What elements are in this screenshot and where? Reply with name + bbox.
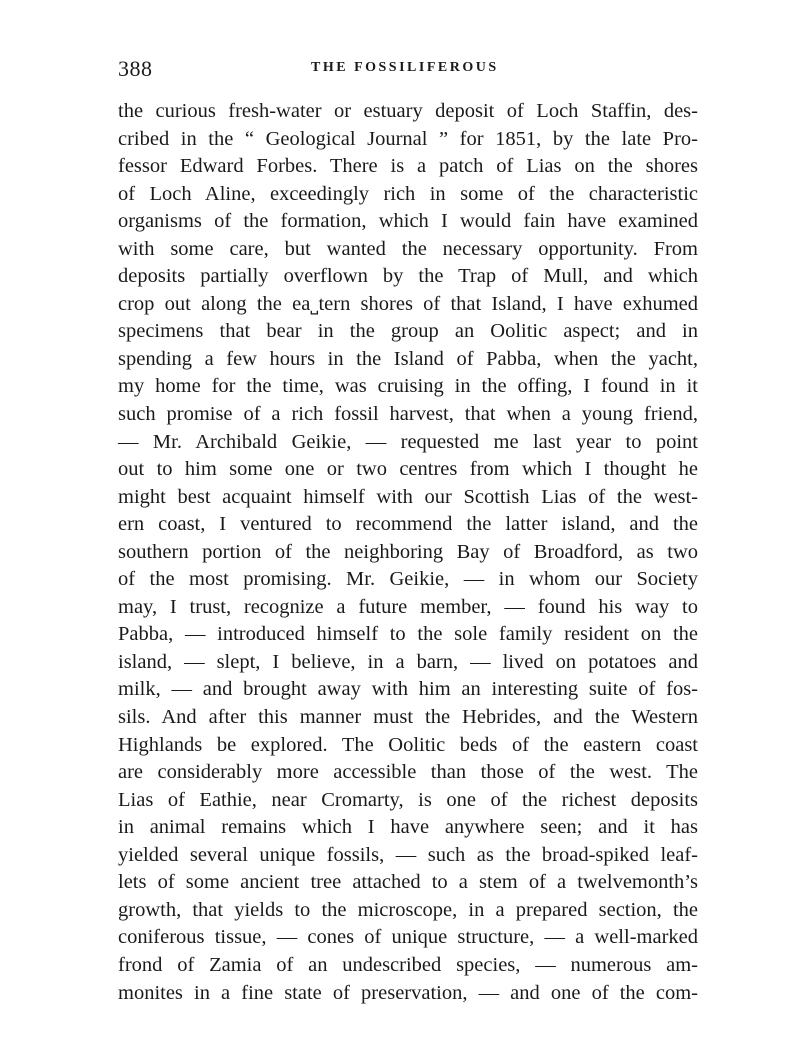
- text-line: sils. And after this manner must the Hebrides, and the Western: [118, 706, 698, 729]
- text-line: deposits partially overflown by the Trap of Mull, and which: [118, 265, 698, 288]
- text-line: spending a few hours in the Island of Pabba, when the yacht,: [118, 347, 698, 370]
- text-line: are considerably more accessible than those of the west. The: [118, 761, 698, 784]
- body-text: [118, 98, 698, 1007]
- running-title: THE FOSSILIFEROUS: [311, 60, 499, 75]
- text-line: may, I trust, recognize a future member, — found his way to: [118, 595, 698, 618]
- text-line: growth, that yields to the microscope, in a prepared section, the: [118, 898, 698, 921]
- text-line: organisms of the formation, which I would fain have examined: [118, 210, 698, 233]
- text-line: monites in a fine state of preservation, — and one of the com-: [118, 981, 698, 1004]
- text-line: might best acquaint himself with our Scottish Lias of the west-: [118, 485, 698, 508]
- text-line: the curious fresh-water or estuary deposit of Loch Staffin, des-: [118, 100, 698, 122]
- text-line: of Loch Aline, exceedingly rich in some of the characteristic: [118, 182, 698, 205]
- text-line: yielded several unique fossils, — such as the broad-spiked leaf-: [118, 843, 698, 866]
- text-line: Lias of Eathie, near Cromarty, is one of the richest deposits: [118, 788, 698, 811]
- text-line: frond of Zamia of an undescribed species, — numerous am-: [118, 953, 698, 976]
- text-line: crop out along the ea˽tern shores of that Island, I have exhumed: [118, 292, 698, 315]
- text-line: — Mr. Archibald Geikie, — requested me last year to point: [118, 430, 698, 453]
- text-line: milk, — and brought away with him an interesting suite of fos-: [118, 678, 698, 701]
- text-line: with some care, but wanted the necessary opportunity. From: [118, 237, 698, 260]
- text-line: Pabba, — introduced himself to the sole family resident on the: [118, 623, 698, 646]
- text-line: fessor Edward Forbes. There is a patch of Lias on the shores: [118, 155, 698, 178]
- running-head: [118, 56, 692, 80]
- text-line: coniferous tissue, — cones of unique structure, — a well-marked: [118, 926, 698, 949]
- text-line: out to him some one or two centres from which I thought he: [118, 458, 698, 481]
- text-line: such promise of a rich fossil harvest, that when a young friend,: [118, 403, 698, 426]
- text-line: lets of some ancient tree attached to a stem of a twelvemonth’s: [118, 871, 698, 894]
- text-line: in animal remains which I have anywhere seen; and it has: [118, 816, 698, 839]
- text-line: Highlands be explored. The Oolitic beds of the eastern coast: [118, 733, 698, 756]
- text-line: my home for the time, was cruising in the offing, I found in it: [118, 375, 698, 398]
- text-line: ern coast, I ventured to recommend the latter island, and the: [118, 513, 698, 536]
- text-line: southern portion of the neighboring Bay of Broadford, as two: [118, 540, 698, 563]
- text-line: island, — slept, I believe, in a barn, — lived on potatoes and: [118, 650, 698, 673]
- text-line: cribed in the “ Geological Journal ” for 1851, by the late Pro-: [118, 127, 698, 150]
- text-line: specimens that bear in the group an Oolitic aspect; and in: [118, 320, 698, 343]
- page-number: 388: [118, 56, 153, 81]
- text-line: of the most promising. Mr. Geikie, — in whom our Society: [118, 568, 698, 591]
